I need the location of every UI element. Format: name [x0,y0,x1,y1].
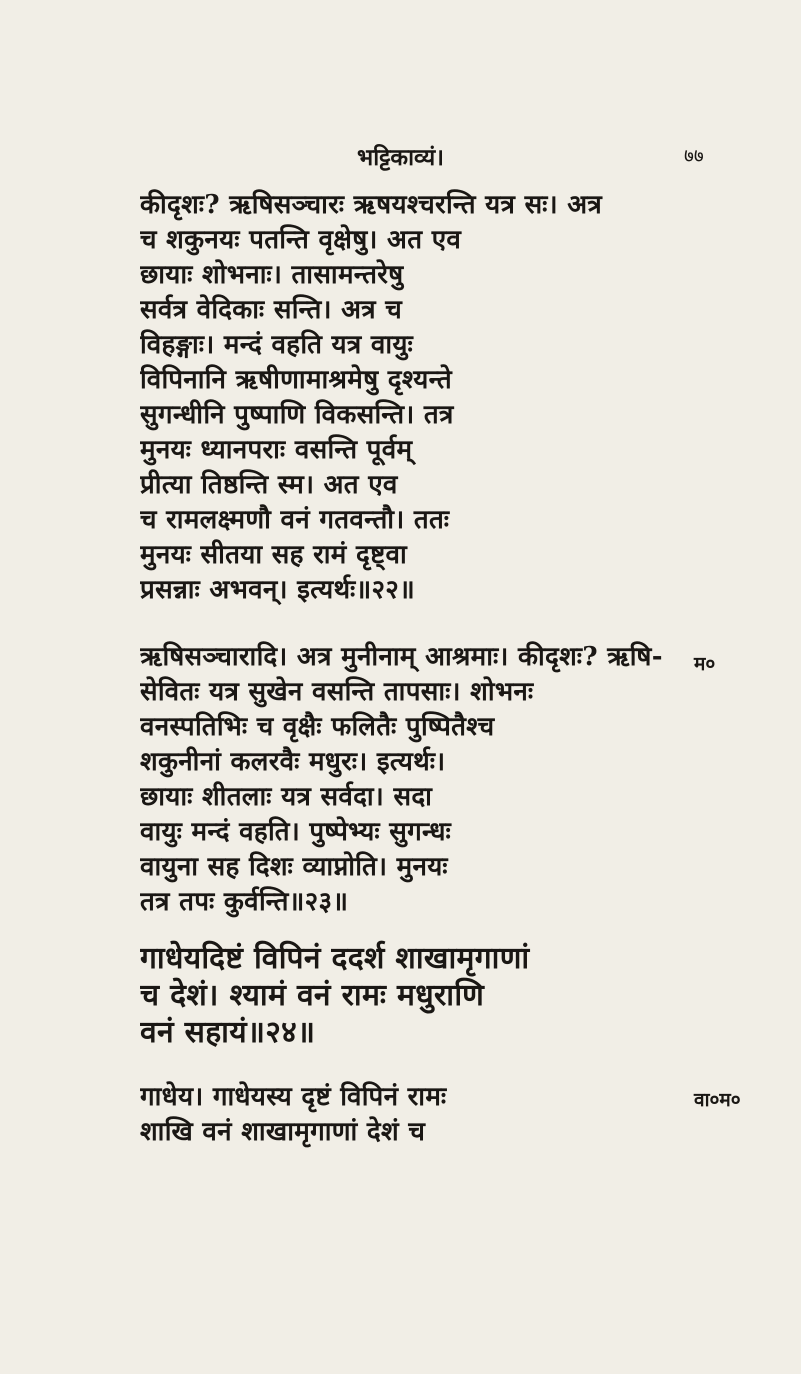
text-line: मुनयः ध्यानपराः वसन्ति पूर्वम् [140,435,413,465]
verse-line: वनं सहायं॥२४॥ [140,1015,316,1050]
margin-note: म० [694,653,716,675]
text-line: छायाः शीतलाः यत्र सर्वदा। सदा [140,782,433,812]
text-line: शकुनीनां कलरवैः मधुरः। इत्यर्थः। [140,747,446,777]
commentary-block-2 [140,640,680,920]
text-line: विहङ्गाः। मन्दं वहति यत्र वायुः [140,330,414,360]
text-line: सुगन्धीनि पुष्पाणि विकसन्ति। तत्र [140,400,454,430]
text-line: तत्र तपः कुर्वन्ति॥२३॥ [140,887,349,917]
text-line: ऋषिसञ्चारादि। अत्र मुनीनाम् आश्रमाः। कीदृशः? ऋषि- [140,642,663,672]
commentary-block-3 [140,1080,680,1150]
text-line: च रामलक्ष्मणौ वनं गतवन्तौ। ततः [140,505,450,535]
verse-line: गाधेयदिष्टं विपिनं ददर्श शाखामृगाणां [140,941,530,976]
text-line: विपिनानि ऋषीणामाश्रमेषु दृश्यन्ते [140,365,453,395]
page-number: ७७ [684,145,704,167]
text-line: कीदृशः? ऋषिसञ्चारः ऋषयश्चरन्ति यत्र सः। अत्र [140,190,603,220]
page-header [0,138,801,178]
text-line: वायुः मन्दं वहति। पुष्पेभ्यः सुगन्धः [140,817,452,847]
text-line: मुनयः सीतया सह रामं दृष्ट्वा [140,540,408,570]
verse-line: च देशं। श्यामं वनं रामः मधुराणि [140,978,485,1013]
text-line: प्रसन्नाः अभवन्। इत्यर्थः॥२२॥ [140,575,416,605]
text-line: च शकुनयः पतन्ति वृक्षेषु। अत एव [140,225,462,255]
text-line: प्रीत्या तिष्ठन्ति स्म। अत एव [140,470,398,500]
text-line: सेवितः यत्र सुखेन वसन्ति तापसाः। शोभनः [140,677,534,707]
text-line: गाधेय। गाधेयस्य दृष्टं विपिनं रामः [140,1082,447,1112]
text-line: वायुना सह दिशः व्याप्नोति। मुनयः [140,852,448,882]
commentary-block-1 [140,188,680,608]
text-line: छायाः शोभनाः। तासामन्तरेषु [140,260,404,290]
text-line: सर्वत्र वेदिकाः सन्ति। अत्र च [140,295,403,325]
running-title: भट्टिकाव्यं। [357,144,444,171]
margin-note: वा०म० [694,1089,741,1111]
text-line: शाखि वनं शाखामृगाणां देशं च [140,1117,426,1147]
verse-block [140,940,680,1051]
text-line: वनस्पतिभिः च वृक्षैः फलितैः पुष्पितैश्च [140,712,495,742]
